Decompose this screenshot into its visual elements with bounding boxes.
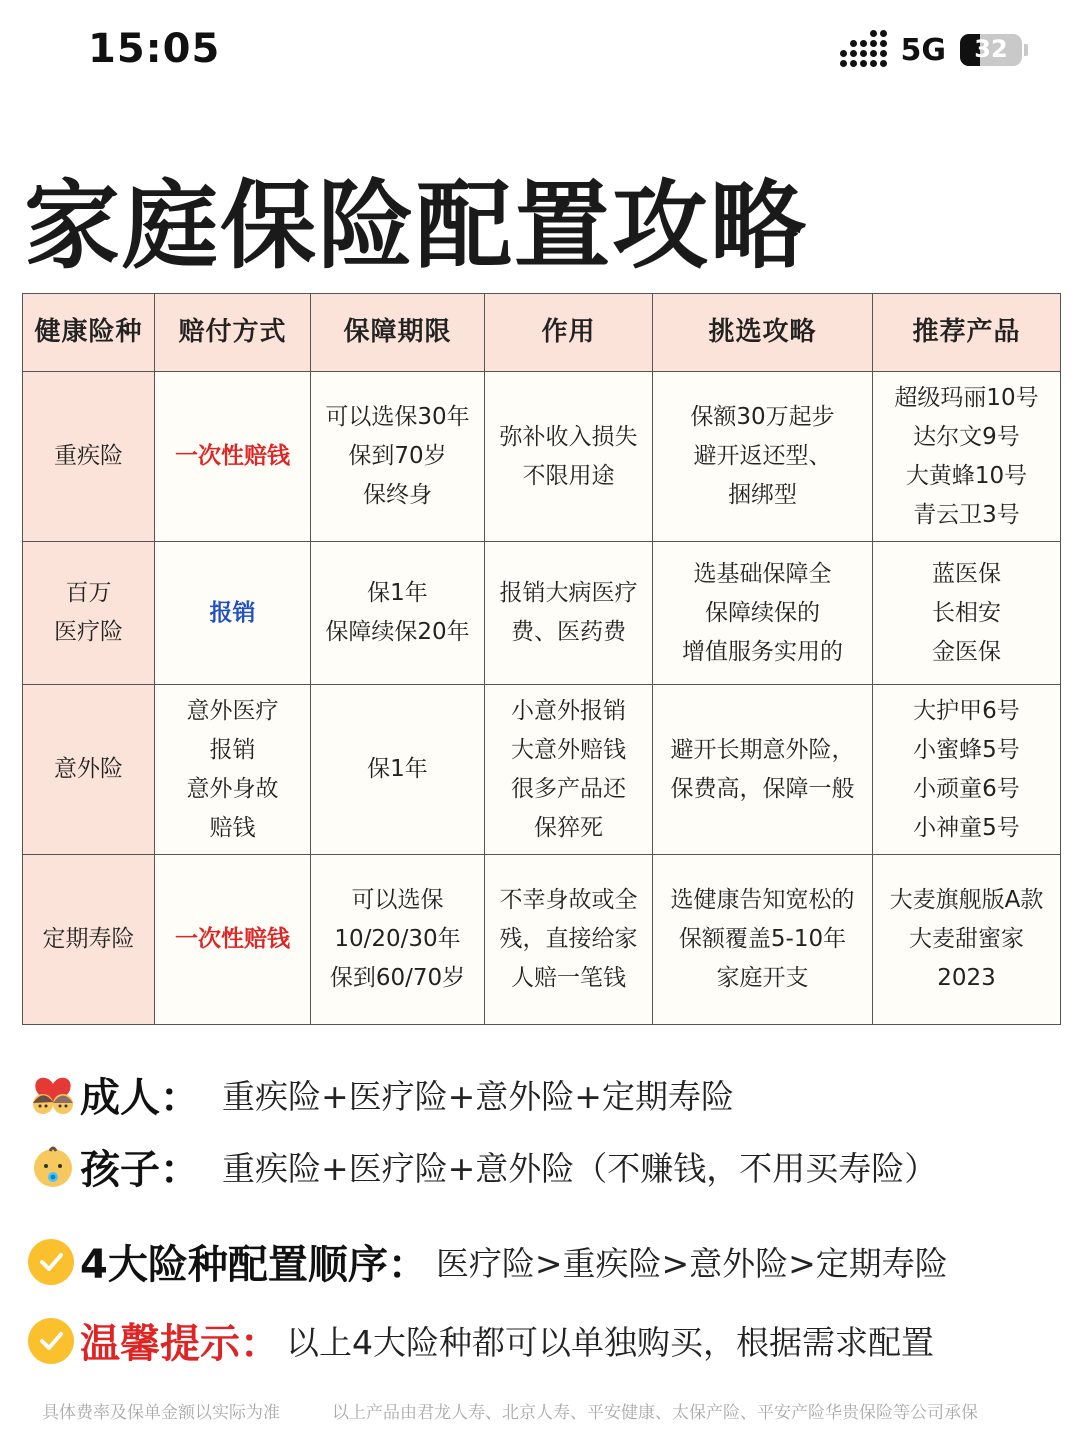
header-term: 保障期限 [311,294,485,372]
row-tips: 避开长期意外险， 保费高，保障一般 [653,685,873,855]
child-plan-row [28,1138,937,1195]
status-bar [0,0,1080,100]
order-value: 医疗险>重疾险>意外险>定期寿险 [435,1244,948,1283]
adult-value: 重疾险+医疗险+意外险+定期寿险 [222,1077,734,1116]
row-type: 定期寿险 [23,855,155,1025]
table-row-term-life [23,855,1061,1025]
row-type: 百万 医疗险 [23,542,155,685]
row-products: 大护甲6号 小蜜蜂5号 小顽童6号 小神童5号 [873,685,1061,855]
row-purpose: 小意外报销 大意外赔钱 很多产品还 保猝死 [485,685,653,855]
tip-label: 温馨提示： [80,1321,280,1367]
table-row-medical [23,542,1061,685]
row-tips: 选健康告知宽松的 保额覆盖5-10年 家庭开支 [653,855,873,1025]
row-payout: 报销 [155,542,311,685]
row-type: 重疾险 [23,372,155,542]
couple-icon [28,1070,78,1120]
header-payout: 赔付方式 [155,294,311,372]
row-term: 保1年 保障续保20年 [311,542,485,685]
footnote-right: 以上产品由君龙人寿、北京人寿、平安健康、太保产险、平安产险华贵保险等公司承保 [332,1403,978,1423]
tip-value: 以上4大险种都可以单独购买，根据需求配置 [286,1323,934,1362]
row-term: 保1年 [311,685,485,855]
insurance-table [22,293,1061,1025]
tip-row [28,1312,934,1369]
child-value: 重疾险+医疗险+意外险（不赚钱，不用买寿险） [222,1149,938,1188]
row-tips: 选基础保障全 保障续保的 增值服务实用的 [653,542,873,685]
status-time: 15:05 [88,26,221,72]
row-payout: 一次性赔钱 [155,372,311,542]
page-title: 家庭保险配置攻略 [24,170,808,282]
row-products: 蓝医保 长相安 金医保 [873,542,1061,685]
check-icon [28,1318,74,1364]
table-row-critical-illness [23,372,1061,542]
row-payout: 一次性赔钱 [155,855,311,1025]
adult-label: 成人： [80,1075,200,1121]
row-type: 意外险 [23,685,155,855]
check-icon [28,1239,74,1285]
battery-tip [1024,44,1028,56]
child-label: 孩子： [80,1147,200,1193]
header-type: 健康险种 [23,294,155,372]
footnote-left: 具体费率及保单金额以实际为准 [42,1403,280,1423]
row-term: 可以选保 10/20/30年 保到60/70岁 [311,855,485,1025]
signal-icon [840,33,887,67]
header-tips: 挑选攻略 [653,294,873,372]
battery-icon [960,34,1022,66]
status-icons [840,30,1029,70]
order-label: 4大险种配置顺序： [80,1242,428,1288]
row-payout: 意外医疗 报销 意外身故 赔钱 [155,685,311,855]
row-products: 大麦旗舰版A款 大麦甜蜜家 2023 [873,855,1061,1025]
table-row-accident [23,685,1061,855]
baby-icon [28,1142,78,1192]
network-type: 5G [900,32,946,68]
row-purpose: 弥补收入损失 不限用途 [485,372,653,542]
adult-plan-row [28,1066,734,1123]
header-purpose: 作用 [485,294,653,372]
header-products: 推荐产品 [873,294,1061,372]
row-purpose: 不幸身故或全 残，直接给家 人赔一笔钱 [485,855,653,1025]
row-purpose: 报销大病医疗 费、医药费 [485,542,653,685]
row-products: 超级玛丽10号 达尔文9号 大黄蜂10号 青云卫3号 [873,372,1061,542]
order-row [28,1233,948,1290]
row-term: 可以选保30年 保到70岁 保终身 [311,372,485,542]
battery-percent: 32 [974,35,1008,63]
row-tips: 保额30万起步 避开返还型、 捆绑型 [653,372,873,542]
table-header-row [23,294,1061,372]
